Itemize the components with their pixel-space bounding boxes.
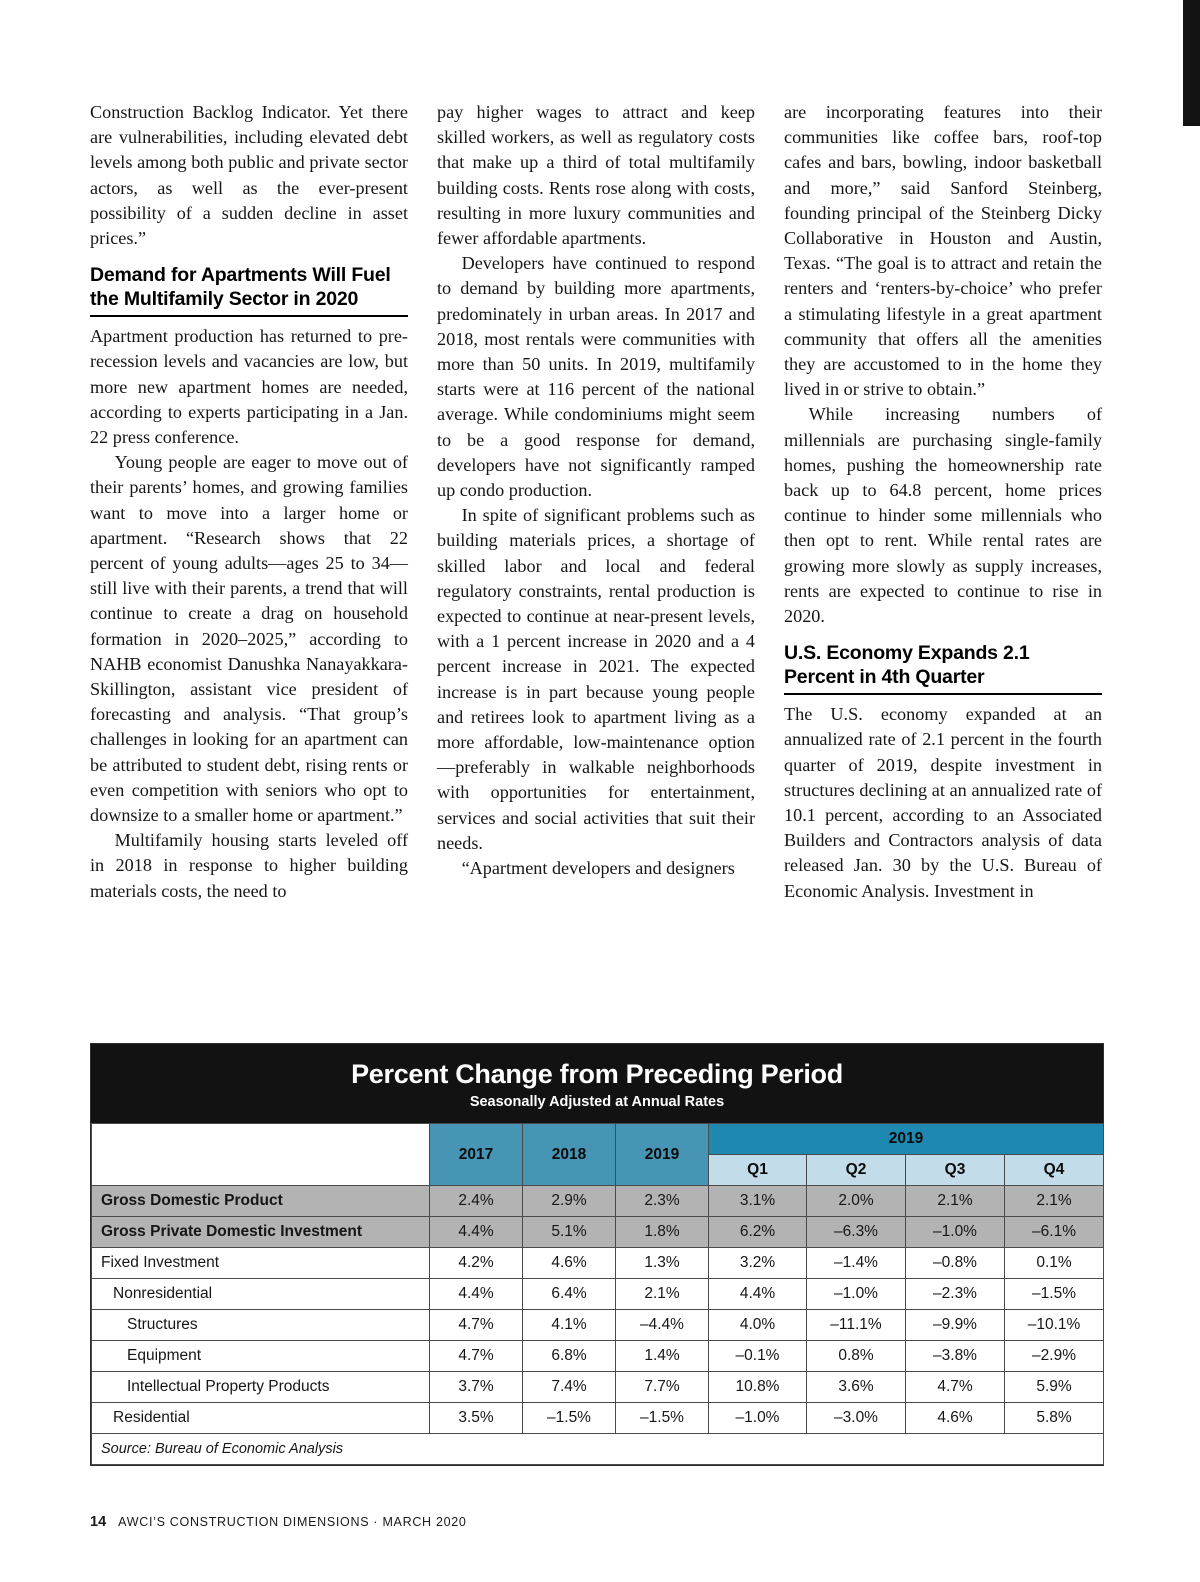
cell: –2.9% (1005, 1341, 1104, 1372)
table-title: Percent Change from Preceding Period (351, 1059, 843, 1089)
cell: –3.0% (807, 1403, 906, 1434)
cell: 4.2% (430, 1248, 523, 1279)
cell: 6.8% (523, 1341, 616, 1372)
cell: 2.0% (807, 1186, 906, 1217)
page-number: 14 (90, 1514, 107, 1530)
article-paragraph: Developers have continued to respond to demand by building more apartments, predominately in urban areas. In 2017 and 2018, most rentals were communities with more than 50 units. In 2019, multifamily starts were at 116 percent of the national average. While condominiums might seem to be a good response for demand, developers have not significantly ramped up condo production. (437, 253, 755, 501)
cell: 4.0% (709, 1310, 807, 1341)
cell: –3.8% (906, 1341, 1005, 1372)
cell: 4.4% (430, 1279, 523, 1310)
cell: 2.1% (906, 1186, 1005, 1217)
col-header-2018: 2018 (523, 1124, 616, 1186)
table-subtitle: Seasonally Adjusted at Annual Rates (469, 1094, 725, 1110)
table-source: Source: Bureau of Economic Analysis (92, 1434, 1104, 1465)
footer-text: AWCI’S CONSTRUCTION DIMENSIONS · MARCH 2020 (118, 1515, 467, 1529)
table-row-gdp (92, 1186, 1104, 1217)
cell: 4.7% (430, 1341, 523, 1372)
cell: 3.1% (709, 1186, 807, 1217)
cell: 0.8% (807, 1341, 906, 1372)
cell: 4.4% (709, 1279, 807, 1310)
corner-cell (92, 1124, 430, 1186)
row-label: Residential (92, 1403, 430, 1434)
cell: 4.6% (523, 1248, 616, 1279)
article-body (90, 100, 1102, 904)
cell: –4.4% (616, 1310, 709, 1341)
cell: 3.7% (430, 1372, 523, 1403)
table-header-row (92, 1124, 1104, 1155)
table-row-fixed-investment (92, 1248, 1104, 1279)
cell: –11.1% (807, 1310, 906, 1341)
page-footer (90, 1514, 467, 1530)
cell: –9.9% (906, 1310, 1005, 1341)
col-header-q4: Q4 (1005, 1155, 1104, 1186)
cell: –10.1% (1005, 1310, 1104, 1341)
row-label: Intellectual Property Products (92, 1372, 430, 1403)
table-row-gpdi (92, 1217, 1104, 1248)
page-bleed-tab (1183, 0, 1200, 126)
cell: –1.0% (807, 1279, 906, 1310)
cell: 1.3% (616, 1248, 709, 1279)
cell: 4.6% (906, 1403, 1005, 1434)
cell: 3.2% (709, 1248, 807, 1279)
cell: –2.3% (906, 1279, 1005, 1310)
cell: 0.1% (1005, 1248, 1104, 1279)
table-row-intellectual-property (92, 1372, 1104, 1403)
article-paragraph: Young people are eager to move out of their parents’ homes, and growing families want to move into a larger home or apartment. “Research shows that 22 percent of young adults—ages 25 to 34—still live with their parents, a trend that will continue to create a drag on household formation in 2020–2025,” according to NAHB economist Danushka Nanayakkara-Skillington, assistant vice president of forecasting and analysis. “That group’s challenges in looking for an apartment can be attributed to student debt, rising rents or even competition with seniors who opt to downsize to a smaller home or apartment.” (90, 452, 408, 826)
article-paragraph: The U.S. economy expanded at an annualized rate of 2.1 percent in the fourth quarter of 2019, despite investment in structures declining at an annualized rate of 10.1 percent, according to an Associated Builders and Contractors analysis of data released Jan. 30 by the U.S. Bureau of Economic Analysis. Investment in (784, 704, 1102, 901)
article-paragraph: Apartment production has returned to pre-recession levels and vacancies are low, but more new apartment homes are needed, according to experts participating in a Jan. 22 press conference. (90, 326, 408, 448)
table-row-structures (92, 1310, 1104, 1341)
article-columns (90, 100, 1102, 904)
col-header-q2: Q2 (807, 1155, 906, 1186)
row-label: Gross Private Domestic Investment (92, 1217, 430, 1248)
cell: –1.5% (523, 1403, 616, 1434)
row-label: Nonresidential (92, 1279, 430, 1310)
table-row-nonresidential (92, 1279, 1104, 1310)
col-header-q3: Q3 (906, 1155, 1005, 1186)
economic-data-table (90, 1043, 1104, 1466)
article-paragraph: pay higher wages to attract and keep skilled workers, as well as regulatory costs that make up a third of total multifamily building costs. Rents rose along with costs, resulting in more luxury communities and fewer affordable apartments. (437, 102, 755, 249)
article-paragraph: Multifamily housing starts leveled off in 2018 in response to higher building materials costs, the need to (90, 830, 408, 901)
article-column-2 (437, 100, 755, 904)
table-row-equipment (92, 1341, 1104, 1372)
cell: 5.9% (1005, 1372, 1104, 1403)
cell: 2.1% (1005, 1186, 1104, 1217)
section-heading: U.S. Economy Expands 2.1 Percent in 4th Quarter (784, 642, 1102, 695)
cell: 2.9% (523, 1186, 616, 1217)
cell: 2.1% (616, 1279, 709, 1310)
article-column-1 (90, 100, 408, 904)
cell: 3.5% (430, 1403, 523, 1434)
row-label: Fixed Investment (92, 1248, 430, 1279)
cell: 1.8% (616, 1217, 709, 1248)
cell: 2.3% (616, 1186, 709, 1217)
cell: –1.5% (1005, 1279, 1104, 1310)
percent-change-table (91, 1123, 1104, 1465)
table-title-bar (91, 1044, 1103, 1123)
cell: 5.8% (1005, 1403, 1104, 1434)
row-label: Gross Domestic Product (92, 1186, 430, 1217)
col-header-q1: Q1 (709, 1155, 807, 1186)
cell: 4.4% (430, 1217, 523, 1248)
cell: –1.5% (616, 1403, 709, 1434)
cell: 5.1% (523, 1217, 616, 1248)
cell: –6.3% (807, 1217, 906, 1248)
cell: 1.4% (616, 1341, 709, 1372)
col-header-2017: 2017 (430, 1124, 523, 1186)
col-header-2019-quarters: 2019 (709, 1124, 1104, 1155)
col-header-2019: 2019 (616, 1124, 709, 1186)
cell: 4.7% (430, 1310, 523, 1341)
row-label: Structures (92, 1310, 430, 1341)
cell: 2.4% (430, 1186, 523, 1217)
cell: 7.7% (616, 1372, 709, 1403)
cell: –0.1% (709, 1341, 807, 1372)
table-row-residential (92, 1403, 1104, 1434)
article-paragraph: In spite of significant problems such as building materials prices, a shortage of skilled labor and local and federal regulatory constraints, rental production is expected to continue at near-present levels, with a 1 percent increase in 2020 and a 4 percent increase in 2021. The expected increase is in part because young people and retirees look to apartment living as a more affordable, low-maintenance option—preferably in walkable neighborhoods with opportunities for entertainment, services and social activities that suit their needs. (437, 505, 755, 853)
cell: 4.7% (906, 1372, 1005, 1403)
cell: 10.8% (709, 1372, 807, 1403)
cell: –6.1% (1005, 1217, 1104, 1248)
cell: –1.4% (807, 1248, 906, 1279)
article-paragraph: are incorporating features into their communities like coffee bars, roof-top cafes and bars, bowling, indoor basketball and more,” said Sanford Steinberg, founding principal of the Steinberg Dicky Collaborative in Houston and Austin, Texas. “The goal is to attract and retain the renters and ‘renters-by-choice’ who prefer a stimulating lifestyle in a great apartment community that offers all the amenities they are accustomed to in the home they lived in or strive to obtain.” (784, 102, 1102, 400)
cell: –1.0% (906, 1217, 1005, 1248)
row-label: Equipment (92, 1341, 430, 1372)
article-paragraph: “Apartment developers and designers (461, 858, 735, 879)
article-column-3 (784, 100, 1102, 904)
cell: 6.2% (709, 1217, 807, 1248)
article-paragraph: While increasing numbers of millennials are purchasing single-family homes, pushing the homeownership rate back up to 64.8 percent, home prices continue to hinder some millennials who then opt to rent. While rental rates are growing more slowly as supply increases, rents are expected to continue to rise in 2020. (784, 404, 1102, 627)
cell: –0.8% (906, 1248, 1005, 1279)
table-source-row (92, 1434, 1104, 1465)
cell: 3.6% (807, 1372, 906, 1403)
section-heading: Demand for Apartments Will Fuel the Multifamily Sector in 2020 (90, 264, 408, 317)
cell: –1.0% (709, 1403, 807, 1434)
cell: 7.4% (523, 1372, 616, 1403)
article-paragraph: Construction Backlog Indicator. Yet there are vulnerabilities, including elevated debt levels among both public and private sector actors, as well as the ever-present possibility of a sudden decline in asset prices.” (90, 102, 408, 249)
cell: 6.4% (523, 1279, 616, 1310)
cell: 4.1% (523, 1310, 616, 1341)
